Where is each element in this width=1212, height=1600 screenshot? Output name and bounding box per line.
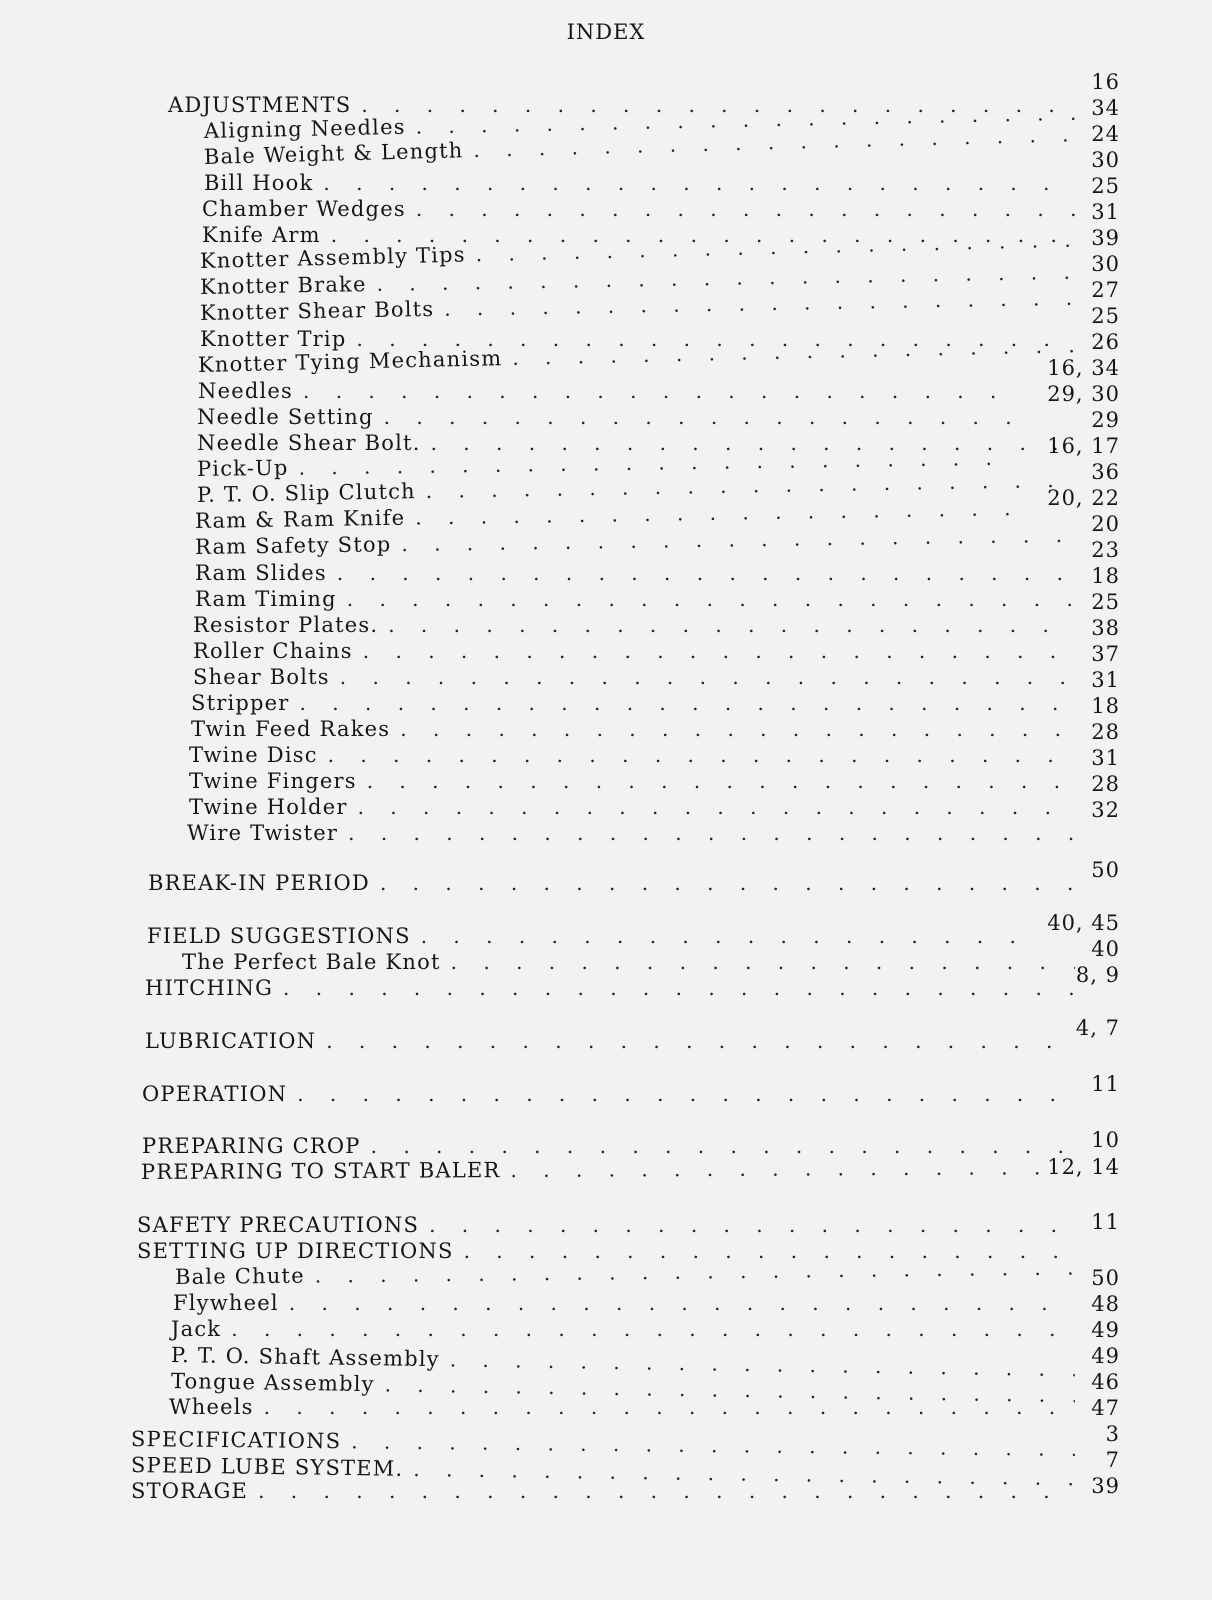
index-entry-label: Twine Fingers <box>189 769 357 793</box>
index-entry <box>131 1478 1085 1504</box>
page-number: 32 <box>1091 798 1120 822</box>
dot-leader <box>300 690 1075 716</box>
index-entry-label: Ram Timing <box>195 587 337 611</box>
page-number: 28 <box>1091 772 1120 796</box>
dot-leader <box>429 1212 1075 1238</box>
index-entry-label: Pick-Up <box>196 455 289 481</box>
index-entry <box>189 794 1085 820</box>
dot-leader <box>326 1028 1075 1054</box>
page-number: 49 <box>1091 1344 1120 1368</box>
page-number: 25 <box>1091 304 1120 328</box>
dot-leader <box>380 870 1075 896</box>
index-entry-label: Twin Feed Rakes <box>191 717 391 741</box>
index-entry-label: Ram Safety Stop <box>194 532 392 559</box>
page-number: 36 <box>1091 460 1120 484</box>
index-entry-label: OPERATION <box>142 1082 288 1106</box>
index-entry-label: Twine Holder <box>189 795 348 819</box>
dot-leader <box>340 664 1075 690</box>
index-entry-label: Bale Chute <box>174 1263 305 1289</box>
page-number: 50 <box>1091 858 1120 882</box>
page-number: 25 <box>1091 590 1120 614</box>
page-number: 20 <box>1091 512 1120 536</box>
dot-leader <box>400 716 1075 742</box>
index-entry <box>204 170 1085 196</box>
page-number: 25 <box>1091 174 1120 198</box>
index-entry-label: The Perfect Bale Knot <box>182 950 441 974</box>
index-entry-label: SAFETY PRECAUTIONS <box>137 1213 420 1237</box>
index-entry-label: Knotter Shear Bolts <box>199 296 435 325</box>
index-entry-label: Ram & Ram Knife <box>194 505 406 533</box>
index-entry-label: P. T. O. Slip Clutch <box>196 479 416 507</box>
page-number: 4, 7 <box>1075 1016 1120 1040</box>
page-number: 27 <box>1091 278 1120 302</box>
index-entry-label: Needle Shear Bolt. <box>197 431 421 455</box>
page-number: 40 <box>1091 937 1120 961</box>
dot-leader <box>510 1154 1040 1183</box>
page-number: 10 <box>1091 1128 1120 1152</box>
page-number: 39 <box>1091 1474 1120 1498</box>
index-entry <box>137 1212 1085 1238</box>
index-entry-label: Chamber Wedges <box>202 197 406 221</box>
page-number: 47 <box>1091 1396 1120 1420</box>
index-entry-label: Aligning Needles <box>203 114 406 143</box>
index-entry-label: Jack <box>171 1317 222 1341</box>
index-entry <box>147 923 1030 949</box>
index-entry-label: Bale Weight & Length <box>203 138 464 169</box>
page-number: 48 <box>1091 1292 1120 1316</box>
index-entry <box>195 560 1085 586</box>
index-entry-label: HITCHING <box>145 976 274 1000</box>
page-number: 11 <box>1091 1210 1120 1234</box>
index-entry-label: SPECIFICATIONS <box>130 1427 342 1454</box>
index-entry-label: Knotter Trip <box>200 327 347 351</box>
index-entry <box>171 1316 1085 1342</box>
page-number: 11 <box>1091 1072 1120 1096</box>
dot-leader <box>384 404 1010 430</box>
dot-leader <box>289 1290 1075 1316</box>
dot-leader <box>337 560 1075 586</box>
page-number: 20, 22 <box>1047 486 1120 510</box>
index-entry-label: Knotter Tying Mechanism <box>197 346 503 377</box>
index-entry-label: ADJUSTMENTS <box>168 93 352 117</box>
page-number: 31 <box>1091 746 1120 770</box>
index-entry-label: Needle Setting <box>197 405 374 429</box>
index-entry <box>195 586 1085 612</box>
index-entry-label: PREPARING TO START BALER <box>140 1158 501 1184</box>
dot-leader <box>358 794 1075 820</box>
index-entry <box>191 690 1085 716</box>
page-number: 49 <box>1091 1318 1120 1342</box>
dot-leader <box>297 1081 1075 1107</box>
dot-leader <box>421 923 1020 949</box>
index-entry <box>145 1028 1085 1054</box>
page-number: 16 <box>1091 70 1120 94</box>
page-number: 7 <box>1105 1448 1120 1472</box>
page-number: 37 <box>1091 642 1120 666</box>
page-number: 3 <box>1105 1422 1120 1446</box>
page-number: 24 <box>1091 122 1120 146</box>
index-entry-label: Stripper <box>191 691 290 715</box>
index-entry-label: Knotter Brake <box>199 272 367 299</box>
index-entry <box>182 949 1085 975</box>
index-entry-label: Needles <box>198 379 293 403</box>
index-entry-label: BREAK-IN PERIOD <box>148 871 370 895</box>
dot-leader <box>451 949 1075 975</box>
index-entry <box>141 1154 1050 1185</box>
index-entry-label: Roller Chains <box>193 639 353 663</box>
dot-leader <box>388 612 1075 638</box>
dot-leader <box>367 768 1075 794</box>
index-entry-label: Tongue Assembly <box>170 1369 375 1397</box>
index-entry <box>198 378 1020 404</box>
dot-leader <box>283 975 1075 1001</box>
dot-leader <box>231 1316 1075 1342</box>
index-entry <box>193 664 1085 690</box>
index-entry-label: Wheels <box>169 1395 254 1419</box>
page-number: 39 <box>1091 226 1120 250</box>
index-entry <box>148 870 1085 896</box>
index-entry-label: LUBRICATION <box>145 1029 317 1053</box>
page-number: 31 <box>1091 200 1120 224</box>
index-entry <box>191 716 1085 742</box>
dot-leader <box>264 1394 1075 1420</box>
page-number: 16, 34 <box>1047 356 1120 380</box>
page-number: 31 <box>1091 668 1120 692</box>
dot-leader <box>323 170 1075 196</box>
index-entry-label: Ram Slides <box>195 561 327 585</box>
page-title: INDEX <box>566 20 646 44</box>
index-entry <box>202 196 1085 222</box>
page-number: 34 <box>1091 96 1120 120</box>
index-entry-label: Shear Bolts <box>193 665 330 689</box>
dot-leader <box>303 378 1010 404</box>
page-number: 46 <box>1091 1370 1120 1394</box>
index-entry <box>193 638 1085 664</box>
dot-leader <box>348 820 1075 846</box>
index-entry-label: PREPARING CROP <box>142 1134 361 1158</box>
index-entry-label: P. T. O. Shaft Assembly <box>170 1343 440 1372</box>
dot-leader <box>258 1478 1075 1504</box>
index-entry <box>187 820 1085 846</box>
index-entry <box>173 1290 1085 1316</box>
page-number: 30 <box>1091 252 1120 276</box>
index-entry-label: Flywheel <box>173 1291 279 1315</box>
page-number: 29, 30 <box>1047 382 1120 406</box>
page-number: 18 <box>1091 564 1120 588</box>
index-entry-label: FIELD SUGGESTIONS <box>147 924 411 948</box>
page-number: 28 <box>1091 720 1120 744</box>
page-number: 29 <box>1091 408 1120 432</box>
index-entry <box>197 404 1020 430</box>
dot-leader <box>347 586 1075 612</box>
page-number: 30 <box>1091 148 1120 172</box>
index-entry <box>189 768 1085 794</box>
index-entry-label: STORAGE <box>131 1479 249 1503</box>
index-entry-label: Bill Hook <box>204 171 314 195</box>
index-entry <box>169 1394 1085 1420</box>
index-entry-label: SETTING UP DIRECTIONS <box>137 1239 454 1263</box>
index-entry-label: Knife Arm <box>202 223 321 247</box>
index-entry-label: SPEED LUBE SYSTEM. <box>130 1453 404 1481</box>
page-number: 26 <box>1091 330 1120 354</box>
page-number: 16, 17 <box>1047 434 1120 458</box>
index-entry-label: Knotter Assembly Tips <box>199 242 466 273</box>
index-entry-label: Wire Twister <box>187 821 339 845</box>
index-entry <box>142 1081 1085 1107</box>
page-number: 40, 45 <box>1047 911 1120 935</box>
page-number: 18 <box>1091 694 1120 718</box>
index-entry <box>145 975 1085 1001</box>
page-number: 50 <box>1091 1266 1120 1290</box>
page-number: 8, 9 <box>1075 963 1120 987</box>
index-entry-label: Resistor Plates. <box>193 613 379 637</box>
index-entry <box>193 612 1085 638</box>
dot-leader <box>363 638 1075 664</box>
page-number: 23 <box>1091 538 1120 562</box>
dot-leader <box>328 742 1075 768</box>
index-entry-label: Twine Disc <box>189 743 318 767</box>
index-entry <box>189 742 1085 768</box>
dot-leader <box>416 196 1075 222</box>
page-number: 12, 14 <box>1047 1155 1120 1179</box>
page-number: 38 <box>1091 616 1120 640</box>
